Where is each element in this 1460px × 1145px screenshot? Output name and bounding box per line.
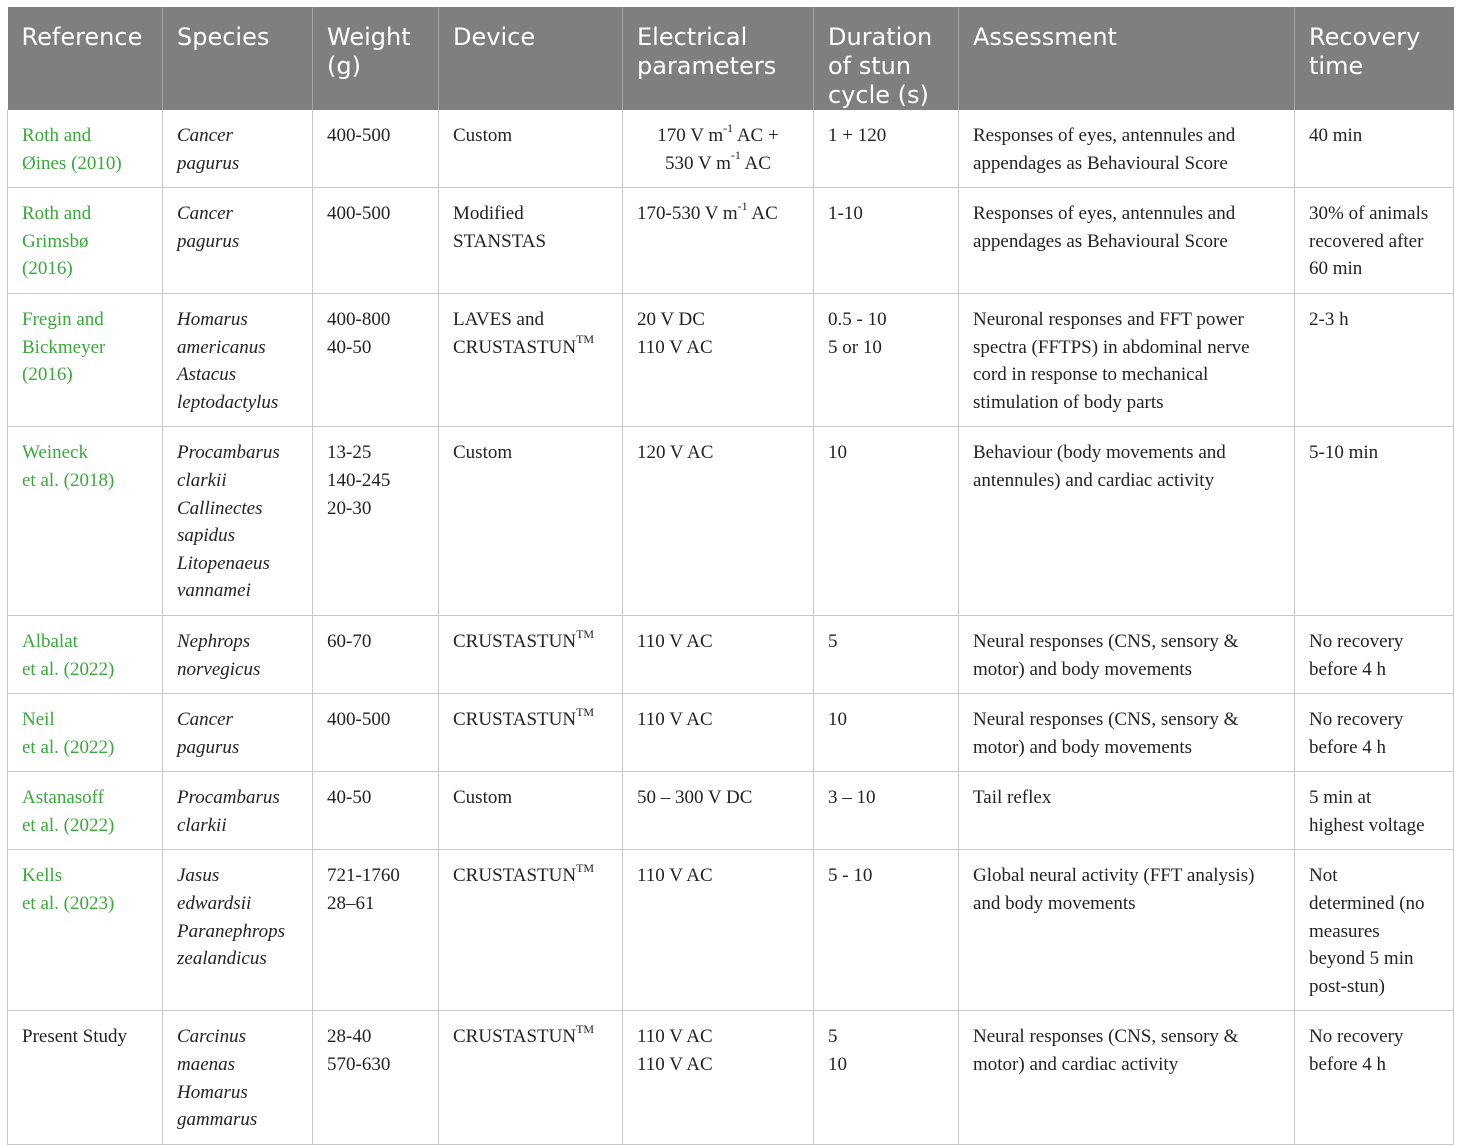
weight-cell: 60-70 <box>313 615 439 693</box>
table-row <box>8 694 1454 772</box>
electrical-cell: 20 V DC 110 V AC <box>623 293 814 426</box>
duration-cell: 1 + 120 <box>814 110 959 188</box>
assessment-cell: Tail reflex <box>959 772 1295 850</box>
electrical-cell: 110 V AC <box>623 850 814 1011</box>
weight-cell: 400-500 <box>313 694 439 772</box>
reference-link[interactable]: Weineck et al. (2018) <box>8 427 163 616</box>
duration-cell: 1-10 <box>814 188 959 294</box>
header-reference: Reference <box>8 7 163 110</box>
reference-link[interactable]: Roth and Øines (2010) <box>8 110 163 188</box>
reference-cell: Present Study <box>8 1011 163 1144</box>
recovery-cell: No recovery before 4 h <box>1295 1011 1454 1144</box>
weight-cell: 721-1760 28–61 <box>313 850 439 1011</box>
species-cell: Carcinus maenas Homarus gammarus <box>163 1011 313 1144</box>
assessment-cell: Neural responses (CNS, sensory & motor) and cardiac activity <box>959 1011 1295 1144</box>
species-cell: Cancer pagurus <box>163 188 313 294</box>
electrical-cell: 120 V AC <box>623 427 814 616</box>
electrical-cell: 110 V AC 110 V AC <box>623 1011 814 1144</box>
assessment-cell: Responses of eyes, antennules and appendages as Behavioural Score <box>959 188 1295 294</box>
header-recovery-time: Recovery time <box>1295 7 1454 110</box>
weight-cell: 13-25 140-245 20-30 <box>313 427 439 616</box>
device-cell: LAVES and CRUSTASTUN™ <box>439 293 623 426</box>
reference-link[interactable]: Neil et al. (2022) <box>8 694 163 772</box>
electrical-cell: 50 – 300 V DC <box>623 772 814 850</box>
electrical-cell: 110 V AC <box>623 694 814 772</box>
header-electrical-parameters: Electrical parameters <box>623 7 814 110</box>
duration-cell: 5 <box>814 615 959 693</box>
duration-cell: 10 <box>814 694 959 772</box>
reference-link[interactable]: Kells et al. (2023) <box>8 850 163 1011</box>
device-cell: Modified STANSTAS <box>439 188 623 294</box>
electrical-cell: 110 V AC <box>623 615 814 693</box>
device-cell: Custom <box>439 110 623 188</box>
header-row <box>8 7 1454 110</box>
weight-cell: 400-500 <box>313 110 439 188</box>
duration-cell: 3 – 10 <box>814 772 959 850</box>
weight-cell: 40-50 <box>313 772 439 850</box>
header-device: Device <box>439 7 623 110</box>
duration-cell: 5 10 <box>814 1011 959 1144</box>
species-cell: Nephrops norvegicus <box>163 615 313 693</box>
header-assessment: Assessment <box>959 7 1295 110</box>
table-row <box>8 1011 1454 1144</box>
table-row <box>8 188 1454 294</box>
recovery-cell: Not determined (no measures beyond 5 min post-stun) <box>1295 850 1454 1011</box>
duration-cell: 5 - 10 <box>814 850 959 1011</box>
table-row <box>8 110 1454 188</box>
reference-link[interactable]: Albalat et al. (2022) <box>8 615 163 693</box>
reference-link[interactable]: Roth and Grimsbø (2016) <box>8 188 163 294</box>
duration-cell: 10 <box>814 427 959 616</box>
table-row <box>8 293 1454 426</box>
recovery-cell: No recovery before 4 h <box>1295 694 1454 772</box>
header-duration: Duration of stun cycle (s) <box>814 7 959 110</box>
electrical-cell: 170 V $m^{-1}$ AC + 530 V $m^{-1}$ AC <box>623 110 814 188</box>
assessment-cell: Behaviour (body movements and antennules) and cardiac activity <box>959 427 1295 616</box>
header-species: Species <box>163 7 313 110</box>
weight-cell: 400-500 <box>313 188 439 294</box>
species-cell: Homarus americanus Astacus leptodactylus <box>163 293 313 426</box>
weight-cell: 400-800 40-50 <box>313 293 439 426</box>
table-row <box>8 427 1454 616</box>
assessment-cell: Neural responses (CNS, sensory & motor) and body movements <box>959 615 1295 693</box>
recovery-cell: No recovery before 4 h <box>1295 615 1454 693</box>
table-row <box>8 772 1454 850</box>
recovery-cell: 5-10 min <box>1295 427 1454 616</box>
recovery-cell: 2-3 h <box>1295 293 1454 426</box>
assessment-cell: Global neural activity (FFT analysis) and body movements <box>959 850 1295 1011</box>
device-cell: Custom <box>439 772 623 850</box>
recovery-cell: 5 min at highest voltage <box>1295 772 1454 850</box>
electrical-cell: 170-530 V $m^{-1}$ AC <box>623 188 814 294</box>
header-weight: Weight (g) <box>313 7 439 110</box>
device-cell: CRUSTASTUN™ <box>439 1011 623 1144</box>
recovery-cell: 30% of animals recovered after 60 min <box>1295 188 1454 294</box>
assessment-cell: Responses of eyes, antennules and appendages as Behavioural Score <box>959 110 1295 188</box>
device-cell: Custom <box>439 427 623 616</box>
species-cell: Procambarus clarkii <box>163 772 313 850</box>
device-cell: CRUSTASTUN™ <box>439 850 623 1011</box>
comparison-table <box>7 7 1454 1145</box>
species-cell: Procambarus clarkii Callinectes sapidus Litopenaeus vannamei <box>163 427 313 616</box>
species-cell: Cancer pagurus <box>163 694 313 772</box>
assessment-cell: Neural responses (CNS, sensory & motor) and body movements <box>959 694 1295 772</box>
duration-cell: 0.5 - 10 5 or 10 <box>814 293 959 426</box>
table-row <box>8 850 1454 1011</box>
assessment-cell: Neuronal responses and FFT power spectra (FFTPS) in abdominal nerve cord in response to mechanical stimulation of body parts <box>959 293 1295 426</box>
species-cell: Cancer pagurus <box>163 110 313 188</box>
reference-link[interactable]: Fregin and Bickmeyer (2016) <box>8 293 163 426</box>
species-cell: Jasus edwardsii Paranephrops zealandicus <box>163 850 313 1011</box>
device-cell: CRUSTASTUN™ <box>439 615 623 693</box>
recovery-cell: 40 min <box>1295 110 1454 188</box>
reference-link[interactable]: Astanasoff et al. (2022) <box>8 772 163 850</box>
table-row <box>8 615 1454 693</box>
device-cell: CRUSTASTUN™ <box>439 694 623 772</box>
weight-cell: 28-40 570-630 <box>313 1011 439 1144</box>
